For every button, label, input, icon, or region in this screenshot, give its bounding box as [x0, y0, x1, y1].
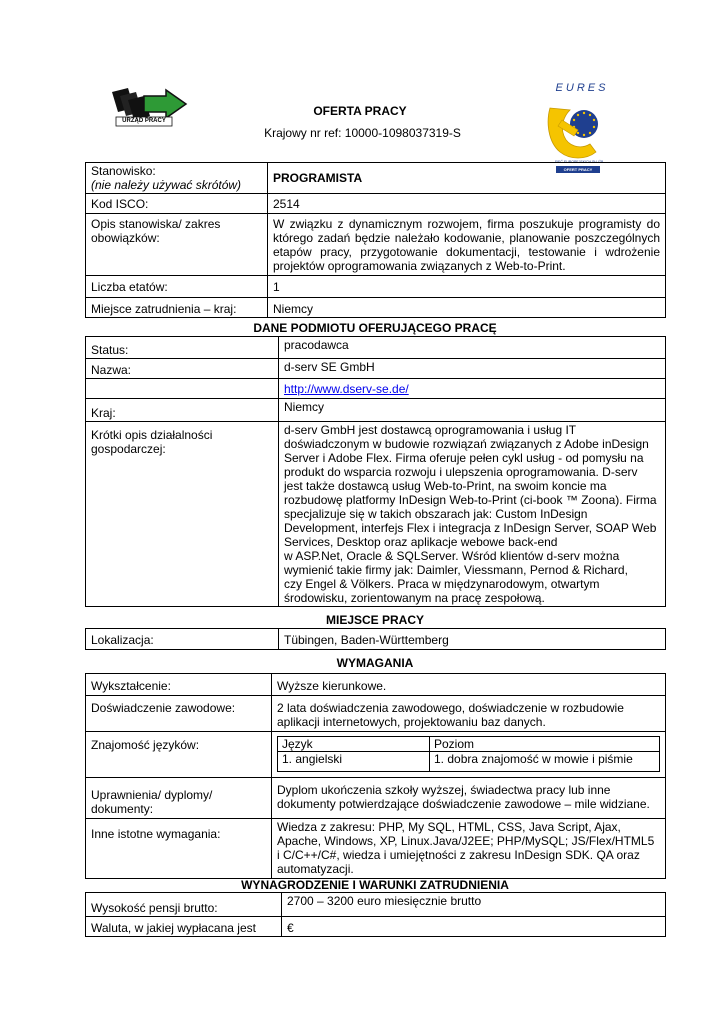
language-header: Język	[278, 737, 430, 752]
employer-opis-line: Development, interfejs Flex i integracja z InDesign Server, SOAP Web	[284, 521, 657, 535]
table-row	[86, 298, 666, 318]
inne-line: Wiedza z zakresu: PHP, My SQL, HTML, CSS, Java Script, Ajax,	[277, 820, 621, 834]
employer-opis-line: wymienić takie firmy jak: Daimler, Viessmann, Pernod & Richard,	[284, 563, 628, 577]
nazwa-value: d-serv SE GmbH	[279, 359, 666, 379]
inne-line: Apache, Windows, XP, Linux.Java/J2EE; PHP/MySQL; JS/Flex/HTML5	[277, 834, 655, 848]
employer-opis-line: Server i Adobe Flex. Firma oferuje pełen cykl usług - od pomysłu na	[284, 451, 644, 465]
urzad-pracy-logo-text: URZĄD PRACY	[122, 118, 166, 124]
inne-line: i C/C++/C#, wiedza i umiejętności z zakresu InDesign SDK. QA oraz	[277, 848, 640, 862]
employer-opis-line: w ASP.Net, Oracle & SQLServer. Wśród klientów d-serv można	[284, 549, 620, 563]
table-row	[86, 696, 666, 732]
waluta-label: Waluta, w jakiej wypłacana jest	[86, 917, 282, 937]
stanowisko-note: (nie należy używać skrótów)	[91, 178, 242, 192]
table-row	[86, 732, 666, 778]
table-row	[86, 214, 666, 276]
employer-opis-value	[279, 422, 666, 607]
inne-label: Inne istotne wymagania:	[86, 819, 272, 879]
kraj-value: Niemcy	[279, 399, 666, 422]
wyksztalcenie-value: Wyższe kierunkowe.	[272, 674, 666, 696]
doswiadczenie-value: 2 lata doświadczenia zawodowego, doświadczenie w rozbudowie aplikacji internetowych, projektowaniu baz danych.	[272, 696, 666, 732]
pensja-label: Wysokość pensji brutto:	[86, 893, 282, 917]
wyksztalcenie-label: Wykształcenie:	[86, 674, 272, 696]
jezyki-label: Znajomość języków:	[86, 732, 272, 778]
table-row	[86, 917, 666, 937]
table-row	[86, 337, 666, 359]
employer-opis-line: środowisku, zorientowanym na pracę zespołową.	[284, 591, 545, 605]
isco-label: Kod ISCO:	[86, 194, 268, 214]
eures-logo-subtitle: SIEĆ EUROPEJSKICH SŁUŻB	[554, 160, 604, 164]
employer-website-link[interactable]: http://www.dserv-se.de/	[284, 382, 409, 396]
offer-title: OFERTA PRACY	[313, 104, 407, 118]
table-row	[86, 674, 666, 696]
position-table	[85, 162, 666, 318]
waluta-value: €	[282, 917, 666, 937]
pensja-value: 2700 – 3200 euro miesięcznie brutto	[282, 893, 666, 917]
uprawnienia-value: Dyplom ukończenia szkoły wyższej, świadectwa pracy lub inne dokumenty potwierdzające doświadczenie zawodowe – mile widziane.	[272, 778, 666, 819]
employer-opis-line: produkt do wsparcia rozwoju i ulepszenia oprogramowania. D-serv	[284, 465, 638, 479]
eures-logo-subtitle-2: OFERT PRACY	[563, 167, 593, 172]
inne-value	[272, 819, 666, 879]
status-value: pracodawca	[279, 337, 666, 359]
table-row	[86, 422, 666, 607]
table-row	[86, 893, 666, 917]
lokalizacja-label: Lokalizacja:	[86, 629, 279, 650]
etaty-label: Liczba etatów:	[86, 276, 268, 298]
jezyki-value-cell	[272, 732, 666, 778]
salary-table	[85, 892, 666, 937]
inne-line: automatyzacji.	[277, 862, 354, 876]
employer-opis-line: rozbudowę platformy InDesign Web-to-Print (ci-book ™ Zoona). Firma	[284, 493, 657, 507]
kraj-label: Kraj:	[86, 399, 279, 422]
table-row	[86, 399, 666, 422]
table-row	[86, 276, 666, 298]
doswiadczenie-label: Doświadczenie zawodowe:	[86, 696, 272, 732]
workplace-table	[85, 628, 666, 650]
nazwa-label: Nazwa:	[86, 359, 279, 379]
table-row	[86, 359, 666, 379]
stanowisko-label-cell	[86, 163, 268, 194]
table-row	[86, 163, 666, 194]
offer-reference: Krajowy nr ref: 10000-1098037319-S	[264, 126, 461, 140]
stanowisko-label: Stanowisko:	[91, 164, 156, 178]
eures-logo-text: EURES	[555, 82, 609, 94]
employer-opis-line: doświadczonym w budowie rozwiązań związanych z Adobe inDesign	[284, 437, 649, 451]
table-row	[278, 752, 660, 772]
employer-opis-line: czy Engel & Völkers. Praca w międzynarodowym, otwartym	[284, 577, 600, 591]
workplace-heading: MIEJSCE PRACY	[325, 613, 425, 627]
url-label-cell	[86, 379, 279, 399]
requirements-table	[85, 673, 666, 879]
employer-opis-label: Krótki opis działalności gospodarczej:	[86, 422, 279, 607]
opis-label: Opis stanowiska/ zakres obowiązków:	[86, 214, 268, 276]
employer-opis-line: jest także dostawcą usług Web-to-Print, na swoim koncie ma	[284, 479, 607, 493]
language-value: 1. angielski	[278, 752, 430, 772]
table-row	[86, 778, 666, 819]
employer-opis-line: d-serv GmbH jest dostawcą oprogramowania i usług IT	[284, 423, 577, 437]
isco-value: 2514	[268, 194, 666, 214]
level-header: Poziom	[430, 737, 660, 752]
requirements-heading: WYMAGANIA	[336, 656, 414, 670]
employer-opis-line: Services, Desktop oraz aplikacje webowe back-end	[284, 535, 558, 549]
level-value: 1. dobra znajomość w mowie i piśmie	[430, 752, 660, 772]
etaty-value: 1	[268, 276, 666, 298]
table-row	[86, 194, 666, 214]
table-row	[86, 379, 666, 399]
uprawnienia-label: Uprawnienia/ dyplomy/ dokumenty:	[86, 778, 272, 819]
opis-value: W związku z dynamicznym rozwojem, firma poszukuje programisty do którego zadań będzie należało kodowanie, planowanie poszczególnych etapów pracy, przygotowanie dokumentacji, testowanie i wdrożenie projektów oprogramowania związanych z Web-to-Print.	[268, 214, 666, 276]
table-row	[86, 629, 666, 650]
urzad-pracy-logo	[106, 86, 190, 128]
stanowisko-value: PROGRAMISTA	[268, 163, 666, 194]
employer-opis-line: specjalizuje się w takich obszarach jak: Custom InDesign	[284, 507, 588, 521]
lokalizacja-value: Tübingen, Baden-Württemberg	[279, 629, 666, 650]
salary-heading: WYNAGRODZENIE I WARUNKI ZATRUDNIENIA	[241, 878, 509, 892]
miejsce-label: Miejsce zatrudnienia – kraj:	[86, 298, 268, 318]
employer-heading: DANE PODMIOTU OFERUJĄCEGO PRACĘ	[253, 321, 497, 335]
table-row	[86, 819, 666, 879]
miejsce-value: Niemcy	[268, 298, 666, 318]
table-row	[278, 737, 660, 752]
languages-table	[277, 736, 660, 772]
employer-table	[85, 336, 666, 607]
status-label: Status:	[86, 337, 279, 359]
